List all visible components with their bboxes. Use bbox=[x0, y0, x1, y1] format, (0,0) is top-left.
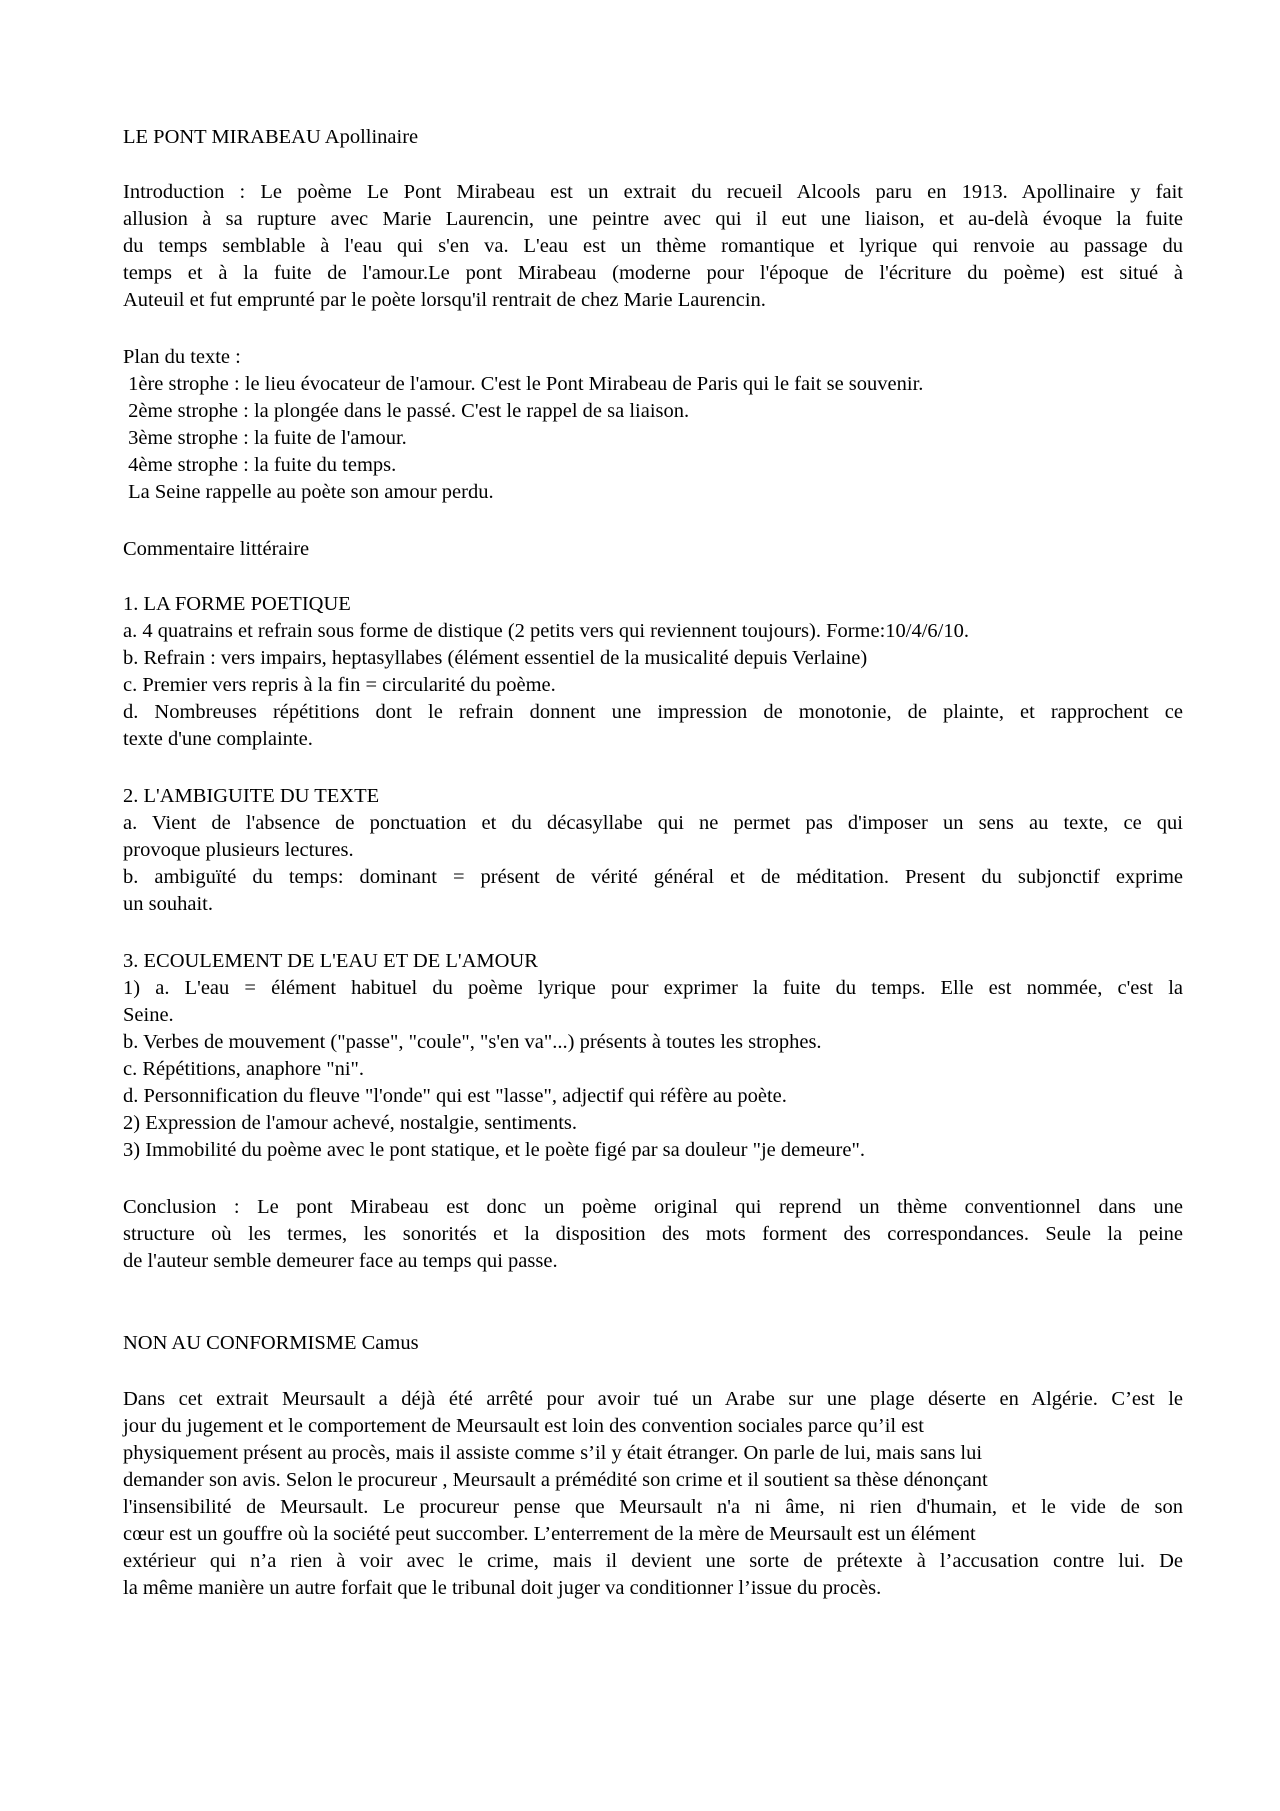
text-line: Conclusion : Le pont Mirabeau est donc un poème original qui reprend un thème conventionnel dans une bbox=[123, 1196, 1183, 1218]
text-line: d. Nombreuses répétitions dont le refrain donnent une impression de monotonie, de plainte, et rapprochent ce bbox=[123, 701, 1183, 723]
text-line: c. Premier vers repris à la fin = circularité du poème. bbox=[123, 674, 556, 696]
intro-paragraph bbox=[123, 179, 1183, 314]
camus-paragraph bbox=[123, 1386, 1183, 1602]
commentaire-heading bbox=[123, 536, 1183, 563]
text-line: structure où les termes, les sonorités et la disposition des mots forment des correspondances. Seule la peine bbox=[123, 1223, 1183, 1245]
text-line: a. 4 quatrains et refrain sous forme de distique (2 petits vers qui reviennent toujours). Forme:10/4/6/10. bbox=[123, 620, 970, 642]
text-line: jour du jugement et le comportement de Meursault est loin des convention sociales parce qu’il est bbox=[123, 1415, 924, 1437]
text-line: b. Verbes de mouvement ("passe", "coule", "s'en va"...) présents à toutes les strophes. bbox=[123, 1031, 822, 1053]
conclusion-paragraph bbox=[123, 1194, 1183, 1275]
text-line: demander son avis. Selon le procureur , Meursault a prémédité son crime et il soutient sa thèse dénonçant bbox=[123, 1469, 988, 1491]
text-line: d. Personnification du fleuve "l'onde" qui est "lasse", adjectif qui réfère au poète. bbox=[123, 1085, 787, 1107]
section-heading: 1. LA FORME POETIQUE bbox=[123, 593, 351, 615]
text-line: extérieur qui n’a rien à voir avec le crime, mais il devient une sorte de prétexte à l’accusation contre lui. De bbox=[123, 1550, 1183, 1572]
camus-title bbox=[123, 1330, 1183, 1357]
text-line: 2) Expression de l'amour achevé, nostalgie, sentiments. bbox=[123, 1112, 578, 1134]
plan-item: La Seine rappelle au poète son amour perdu. bbox=[123, 481, 494, 503]
text-line: texte d'une complainte. bbox=[123, 728, 313, 750]
plan-item: 4ème strophe : la fuite du temps. bbox=[123, 454, 397, 476]
section-forme-poetique bbox=[123, 591, 1183, 753]
text-line: cœur est un gouffre où la société peut succomber. L’enterrement de la mère de Meursault est un élément bbox=[123, 1523, 976, 1545]
text-line: 3) Immobilité du poème avec le pont statique, et le poète figé par sa douleur "je demeure". bbox=[123, 1139, 865, 1161]
text-line: un souhait. bbox=[123, 893, 213, 915]
text-line: Introduction : Le poème Le Pont Mirabeau est un extrait du recueil Alcools paru en 1913. Apollinaire y fait bbox=[123, 181, 1183, 203]
text-line: b. ambiguïté du temps: dominant = présent de vérité général et de méditation. Present du subjonctif exprime bbox=[123, 866, 1183, 888]
text-line: physiquement présent au procès, mais il assiste comme s’il y était étranger. On parle de lui, mais sans lui bbox=[123, 1442, 983, 1464]
text-line: 1) a. L'eau = élément habituel du poème lyrique pour exprimer la fuite du temps. Elle est nommée, c'est la bbox=[123, 977, 1183, 999]
plan-section bbox=[123, 344, 1183, 506]
text-line: Seine. bbox=[123, 1004, 174, 1026]
section-ecoulement bbox=[123, 948, 1183, 1164]
text-line: b. Refrain : vers impairs, heptasyllabes (élément essentiel de la musicalité depuis Verlaine) bbox=[123, 647, 868, 669]
title-line: LE PONT MIRABEAU Apollinaire bbox=[123, 126, 419, 148]
text-line: Auteuil et fut emprunté par le poète lorsqu'il rentrait de chez Marie Laurencin. bbox=[123, 289, 766, 311]
text-line: l'insensibilité de Meursault. Le procureur pense que Meursault n'a ni âme, ni rien d'humain, et le vide de son bbox=[123, 1496, 1183, 1518]
section-heading: 2. L'AMBIGUITE DU TEXTE bbox=[123, 785, 380, 807]
text-line: a. Vient de l'absence de ponctuation et du décasyllabe qui ne permet pas d'imposer un sens au texte, ce qui bbox=[123, 812, 1183, 834]
heading-line: Commentaire littéraire bbox=[123, 538, 310, 560]
plan-heading: Plan du texte : bbox=[123, 346, 241, 368]
title-line: NON AU CONFORMISME Camus bbox=[123, 1332, 419, 1354]
section-ambiguite bbox=[123, 783, 1183, 918]
plan-item: 2ème strophe : la plongée dans le passé. C'est le rappel de sa liaison. bbox=[123, 400, 690, 422]
text-line: c. Répétitions, anaphore "ni". bbox=[123, 1058, 365, 1080]
text-line: la même manière un autre forfait que le tribunal doit juger va conditionner l’issue du procès. bbox=[123, 1577, 882, 1599]
text-line: du temps semblable à l'eau qui s'en va. L'eau est un thème romantique et lyrique qui renvoie au passage du bbox=[123, 235, 1183, 257]
apollinaire-title bbox=[123, 124, 1183, 151]
text-line: temps et à la fuite de l'amour.Le pont Mirabeau (moderne pour l'époque de l'écriture du poème) est situé à bbox=[123, 262, 1183, 284]
text-line: provoque plusieurs lectures. bbox=[123, 839, 354, 861]
text-line: allusion à sa rupture avec Marie Laurencin, une peintre avec qui il eut une liaison, et au-delà évoque la fuite bbox=[123, 208, 1183, 230]
section-heading: 3. ECOULEMENT DE L'EAU ET DE L'AMOUR bbox=[123, 950, 538, 972]
text-line: de l'auteur semble demeurer face au temps qui passe. bbox=[123, 1250, 558, 1272]
text-line: Dans cet extrait Meursault a déjà été arrêté pour avoir tué un Arabe sur une plage déserte en Algérie. C’est le bbox=[123, 1388, 1183, 1410]
plan-item: 1ère strophe : le lieu évocateur de l'amour. C'est le Pont Mirabeau de Paris qui le fait se souvenir. bbox=[123, 373, 924, 395]
plan-item: 3ème strophe : la fuite de l'amour. bbox=[123, 427, 407, 449]
